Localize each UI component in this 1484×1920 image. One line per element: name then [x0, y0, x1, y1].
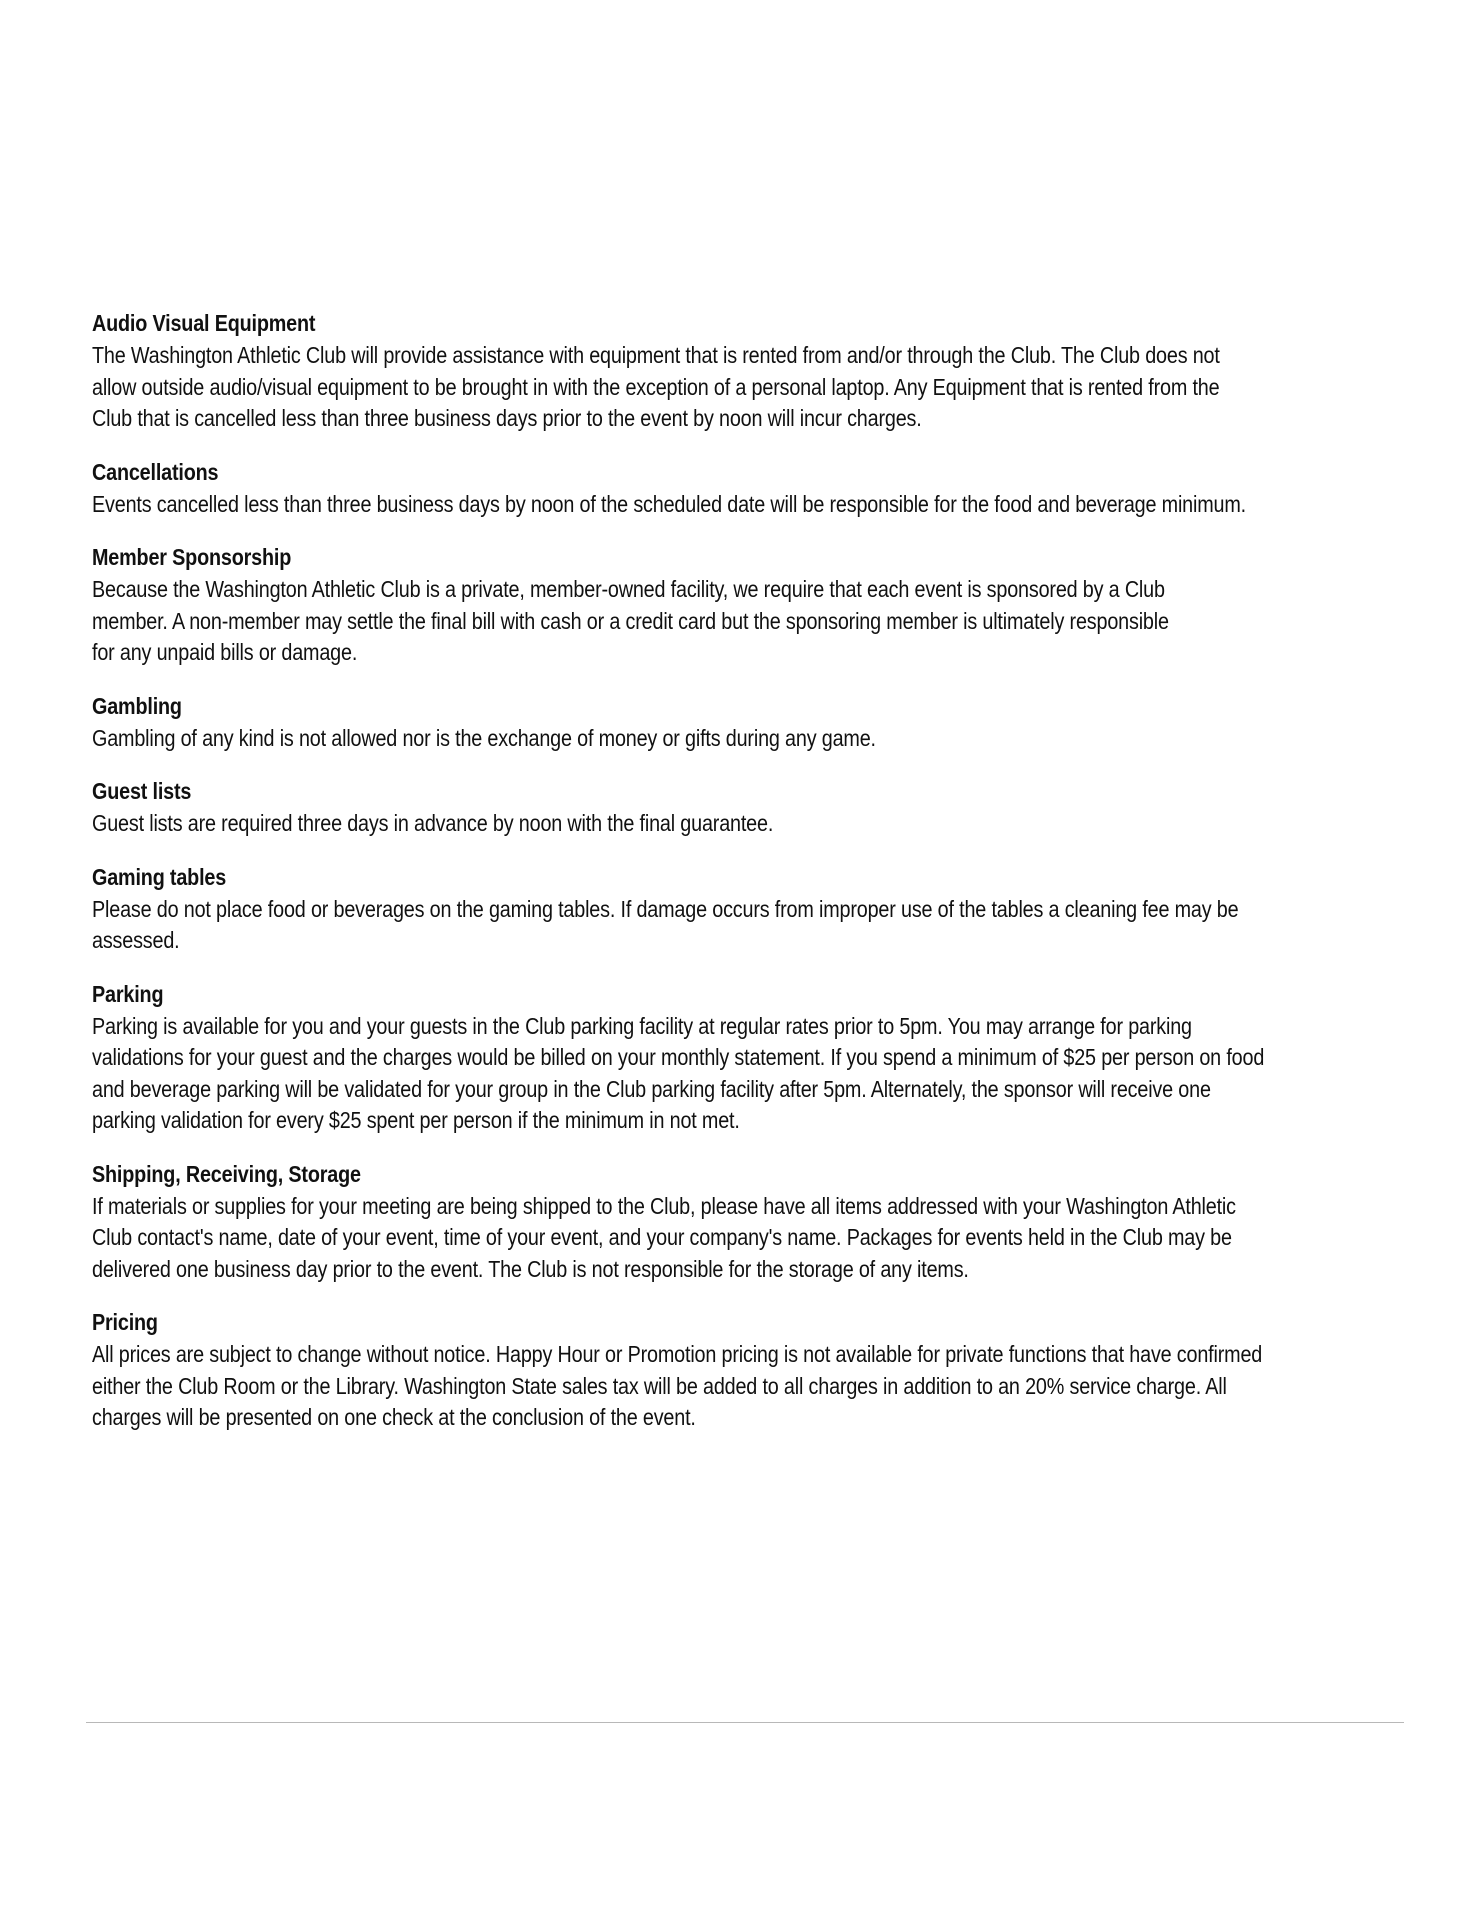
section-body [92, 340, 1270, 435]
body-line: validations for your guest and the charges would be billed on your monthly statement. If you spend a minimum of $25 per person on food [92, 1044, 1265, 1070]
body-line: either the Club Room or the Library. Washington State sales tax will be added to all charges in addition to an 20% service charge. All [92, 1372, 1227, 1399]
section-heading: Cancellations [92, 458, 219, 485]
section-heading: Gaming tables [92, 863, 227, 890]
section-heading: Guest lists [92, 778, 192, 804]
section-body [92, 574, 1270, 669]
section-heading: Pricing [92, 1309, 158, 1335]
body-line: and beverage parking will be validated for your group in the Club parking facility after 5pm. Alternately, the sponsor will receive one [92, 1075, 1211, 1102]
footer-divider [86, 1722, 1404, 1723]
body-line: If materials or supplies for your meeting are being shipped to the Club, please have all items addressed with your Washington Athletic [92, 1192, 1236, 1219]
body-line: Club that is cancelled less than three business days prior to the event by noon will incur charges. [92, 405, 922, 431]
section-body [92, 808, 1270, 840]
section-audio-visual-equipment [92, 308, 1372, 435]
body-line: Because the Washington Athletic Club is a private, member-owned facility, we require that each event is sponsored by a Club [92, 576, 1165, 602]
section-guest-lists [92, 776, 1372, 840]
body-line: The Washington Athletic Club will provide assistance with equipment that is rented from and/or through the Club. The Club does not [92, 342, 1220, 368]
body-line: assessed. [92, 927, 180, 953]
body-line: allow outside audio/visual equipment to be brought in with the exception of a personal laptop. Any Equipment that is rented from the [92, 373, 1220, 400]
section-gaming-tables [92, 862, 1372, 957]
body-line: Club contact's name, date of your event, time of your event, and your company's name. Packages for events held in the Club may be [92, 1224, 1232, 1250]
body-line: Guest lists are required three days in advance by noon with the final guarantee. [92, 810, 774, 836]
body-line: Gambling of any kind is not allowed nor is the exchange of money or gifts during any game. [92, 724, 876, 751]
section-body [92, 489, 1270, 521]
section-heading: Audio Visual Equipment [92, 310, 316, 336]
body-line: Parking is available for you and your guests in the Club parking facility at regular rates prior to 5pm. You may arrange for parking [92, 1012, 1192, 1039]
section-heading: Parking [92, 980, 164, 1007]
body-line: Events cancelled less than three business days by noon of the scheduled date will be responsible for the food and beverage minimum. [92, 490, 1246, 517]
body-line: delivered one business day prior to the event. The Club is not responsible for the storage of any items. [92, 1255, 969, 1282]
section-gambling [92, 691, 1372, 755]
body-line: for any unpaid bills or damage. [92, 639, 358, 665]
section-heading: Member Sponsorship [92, 544, 292, 570]
section-pricing [92, 1307, 1372, 1434]
section-body [92, 894, 1270, 957]
section-body [92, 723, 1270, 755]
body-line: Please do not place food or beverages on the gaming tables. If damage occurs from improper use of the tables a cleaning fee may be [92, 895, 1239, 922]
section-heading: Shipping, Receiving, Storage [92, 1160, 361, 1187]
body-line: All prices are subject to change without notice. Happy Hour or Promotion pricing is not available for private functions that have confirmed [92, 1341, 1263, 1367]
section-body [92, 1191, 1270, 1286]
policies-content [92, 308, 1372, 1456]
body-line: charges will be presented on one check at the conclusion of the event. [92, 1404, 696, 1430]
body-line: parking validation for every $25 spent per person if the minimum in not met. [92, 1107, 740, 1133]
section-member-sponsorship [92, 542, 1372, 669]
section-body [92, 1339, 1270, 1434]
section-body [92, 1011, 1270, 1137]
section-heading: Gambling [92, 692, 182, 719]
section-parking [92, 979, 1372, 1137]
section-cancellations [92, 457, 1372, 521]
section-shipping-receiving-storage [92, 1159, 1372, 1286]
body-line: member. A non-member may settle the final bill with cash or a credit card but the sponsoring member is ultimately responsible [92, 607, 1169, 634]
